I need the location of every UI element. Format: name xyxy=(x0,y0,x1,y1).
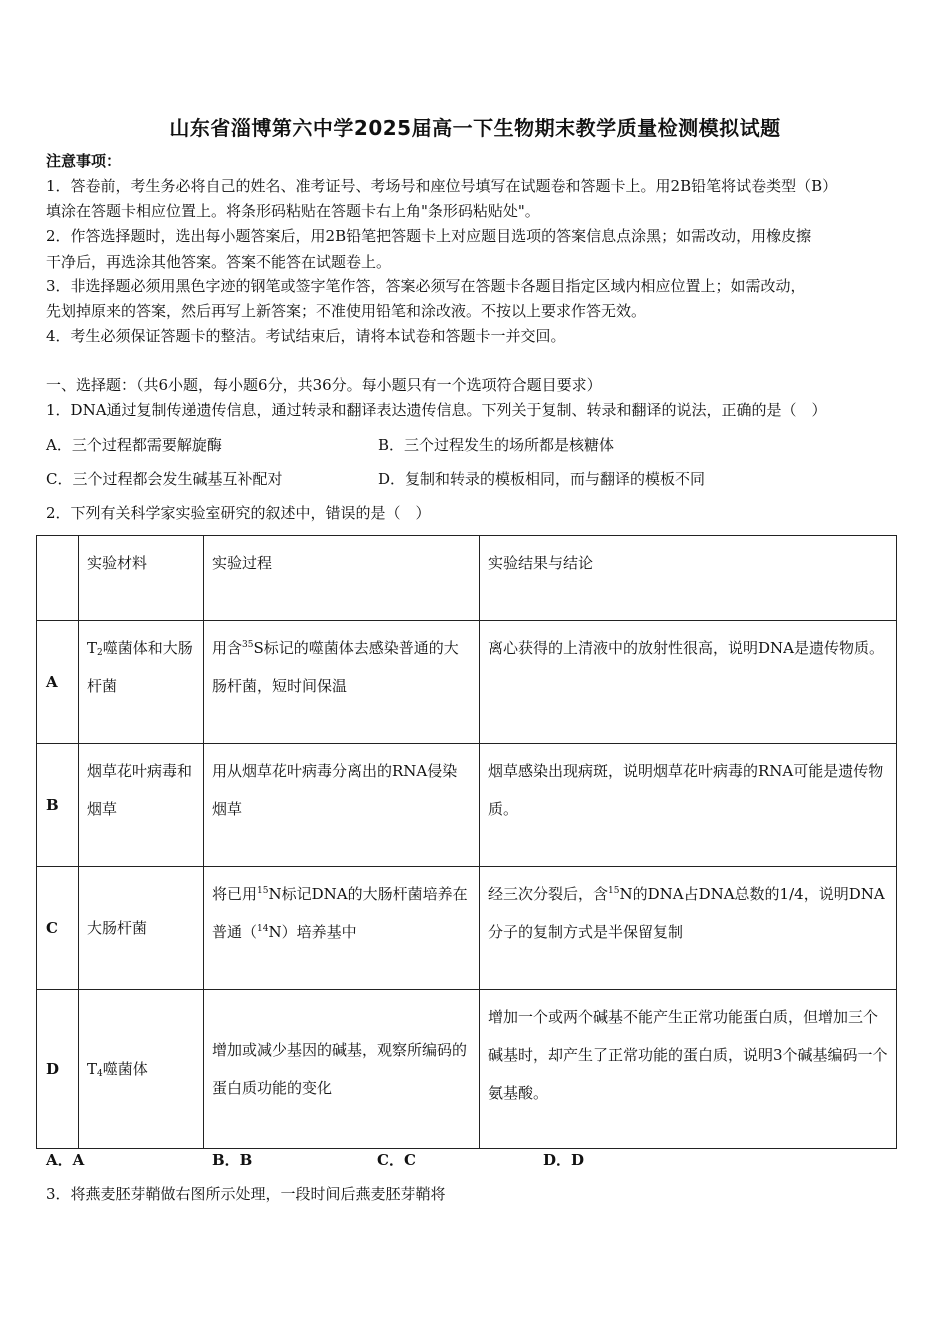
process-text: N标记DNA的大肠杆菌培养在普通（ xyxy=(212,885,468,941)
result-text: 经三次分裂后，含 xyxy=(488,885,609,903)
material-text: 噬菌体和大肠杆菌 xyxy=(87,639,193,695)
cell-result: 增加一个或两个碱基不能产生正常功能蛋白质，但增加三个碱基时，却产生了正常功能的蛋白质，说明3个碱基编码一个氨基酸。 xyxy=(480,990,897,1149)
isotope-superscript: 35 xyxy=(242,640,254,650)
material-text: T xyxy=(87,639,98,657)
subscript-number: 4 xyxy=(97,1069,103,1079)
process-text: 将已用 xyxy=(212,885,258,903)
isotope-superscript: 15 xyxy=(608,886,620,896)
cell-result xyxy=(480,867,897,990)
table-row xyxy=(37,867,897,990)
experiment-table xyxy=(36,535,897,1149)
row-label: D xyxy=(37,990,79,1149)
header-material: 实验材料 xyxy=(79,536,204,621)
notice-line: 先划掉原来的答案，然后再写上新答案；不准使用铅笔和涂改液。不按以上要求作答无效。 xyxy=(46,302,647,320)
cell-result: 烟草感染出现病斑，说明烟草花叶病毒的RNA可能是遗传物质。 xyxy=(480,744,897,867)
table-row xyxy=(37,990,897,1149)
page-title: 山东省淄博第六中学2025届高一下生物期末教学质量检测模拟试题 xyxy=(169,116,781,140)
question-2-stem: 2．下列有关科学家实验室研究的叙述中，错误的是（ ） xyxy=(46,504,431,522)
row-label: C xyxy=(37,867,79,990)
cell-result: 离心获得的上清液中的放射性很高，说明DNA是遗传物质。 xyxy=(480,621,897,744)
table-row xyxy=(37,621,897,744)
question-3-stem: 3．将燕麦胚芽鞘做右图所示处理，一段时间后燕麦胚芽鞘将 xyxy=(46,1185,446,1203)
row-label: A xyxy=(37,621,79,744)
isotope-superscript: 15 xyxy=(257,886,269,896)
q2-option-b: B．B xyxy=(212,1151,253,1169)
cell-process: 增加或减少基因的碱基，观察所编码的蛋白质功能的变化 xyxy=(204,990,480,1149)
cell-material xyxy=(79,621,204,744)
cell-material xyxy=(79,990,204,1149)
header-process: 实验过程 xyxy=(204,536,480,621)
notice-line: 2．作答选择题时，选出每小题答案后，用2B铅笔把答题卡上对应题目选项的答案信息点涂黑；如需改动，用橡皮擦 xyxy=(46,227,812,245)
process-text: 用含 xyxy=(212,639,243,657)
notice-line: 3．非选择题必须用黑色字迹的钢笔或签字笔作答，答案必须写在答题卡各题目指定区域内相应位置上；如需改动， xyxy=(46,277,806,295)
notice-line: 1．答卷前，考生务必将自己的姓名、准考证号、考场号和座位号填写在试题卷和答题卡上。用2B铅笔将试卷类型（B） xyxy=(46,177,838,195)
material-text: T xyxy=(87,1060,98,1078)
notice-line: 填涂在答题卡相应位置上。将条形码粘贴在答题卡右上角"条形码粘贴处"。 xyxy=(46,202,540,220)
process-text: N）培养基中 xyxy=(268,923,357,941)
q2-option-d: D．D xyxy=(543,1151,585,1169)
cell-material: 烟草花叶病毒和烟草 xyxy=(79,744,204,867)
header-result: 实验结果与结论 xyxy=(480,536,897,621)
q2-option-c: C．C xyxy=(377,1151,416,1169)
result-text: N的DNA占DNA总数的1/4，说明DNA分子的复制方式是半保留复制 xyxy=(488,885,885,941)
subscript-number: 2 xyxy=(97,648,103,658)
cell-process: 用从烟草花叶病毒分离出的RNA侵染烟草 xyxy=(204,744,480,867)
notice-heading: 注意事项： xyxy=(46,152,122,170)
question-1-stem: 1．DNA通过复制传递遗传信息，通过转录和翻译表达遗传信息。下列关于复制、转录和翻译的说法，正确的是（ ） xyxy=(46,401,827,419)
cell-process xyxy=(204,621,480,744)
q1-option-d: D．复制和转录的模板相同，而与翻译的模板不同 xyxy=(378,470,706,488)
material-text: 噬菌体 xyxy=(102,1060,148,1078)
q2-option-a: A．A xyxy=(46,1151,85,1169)
section-heading: 一、选择题：（共6小题，每小题6分，共36分。每小题只有一个选项符合题目要求） xyxy=(46,376,602,394)
cell-process xyxy=(204,867,480,990)
isotope-superscript: 14 xyxy=(257,924,269,934)
process-text: S标记的噬菌体去感染普通的大肠杆菌，短时间保温 xyxy=(212,639,459,695)
row-label: B xyxy=(37,744,79,867)
q1-option-c: C．三个过程都会发生碱基互补配对 xyxy=(46,470,283,488)
q1-option-b: B．三个过程发生的场所都是核糖体 xyxy=(378,436,615,454)
notice-line: 4．考生必须保证答题卡的整洁。考试结束后，请将本试卷和答题卡一并交回。 xyxy=(46,327,566,345)
cell-material: 大肠杆菌 xyxy=(79,867,204,990)
table-corner-cell xyxy=(37,536,79,621)
notice-line: 干净后，再选涂其他答案。答案不能答在试题卷上。 xyxy=(46,253,392,271)
table-header-row xyxy=(37,536,897,621)
q1-option-a: A．三个过程都需要解旋酶 xyxy=(46,436,222,454)
table-row xyxy=(37,744,897,867)
